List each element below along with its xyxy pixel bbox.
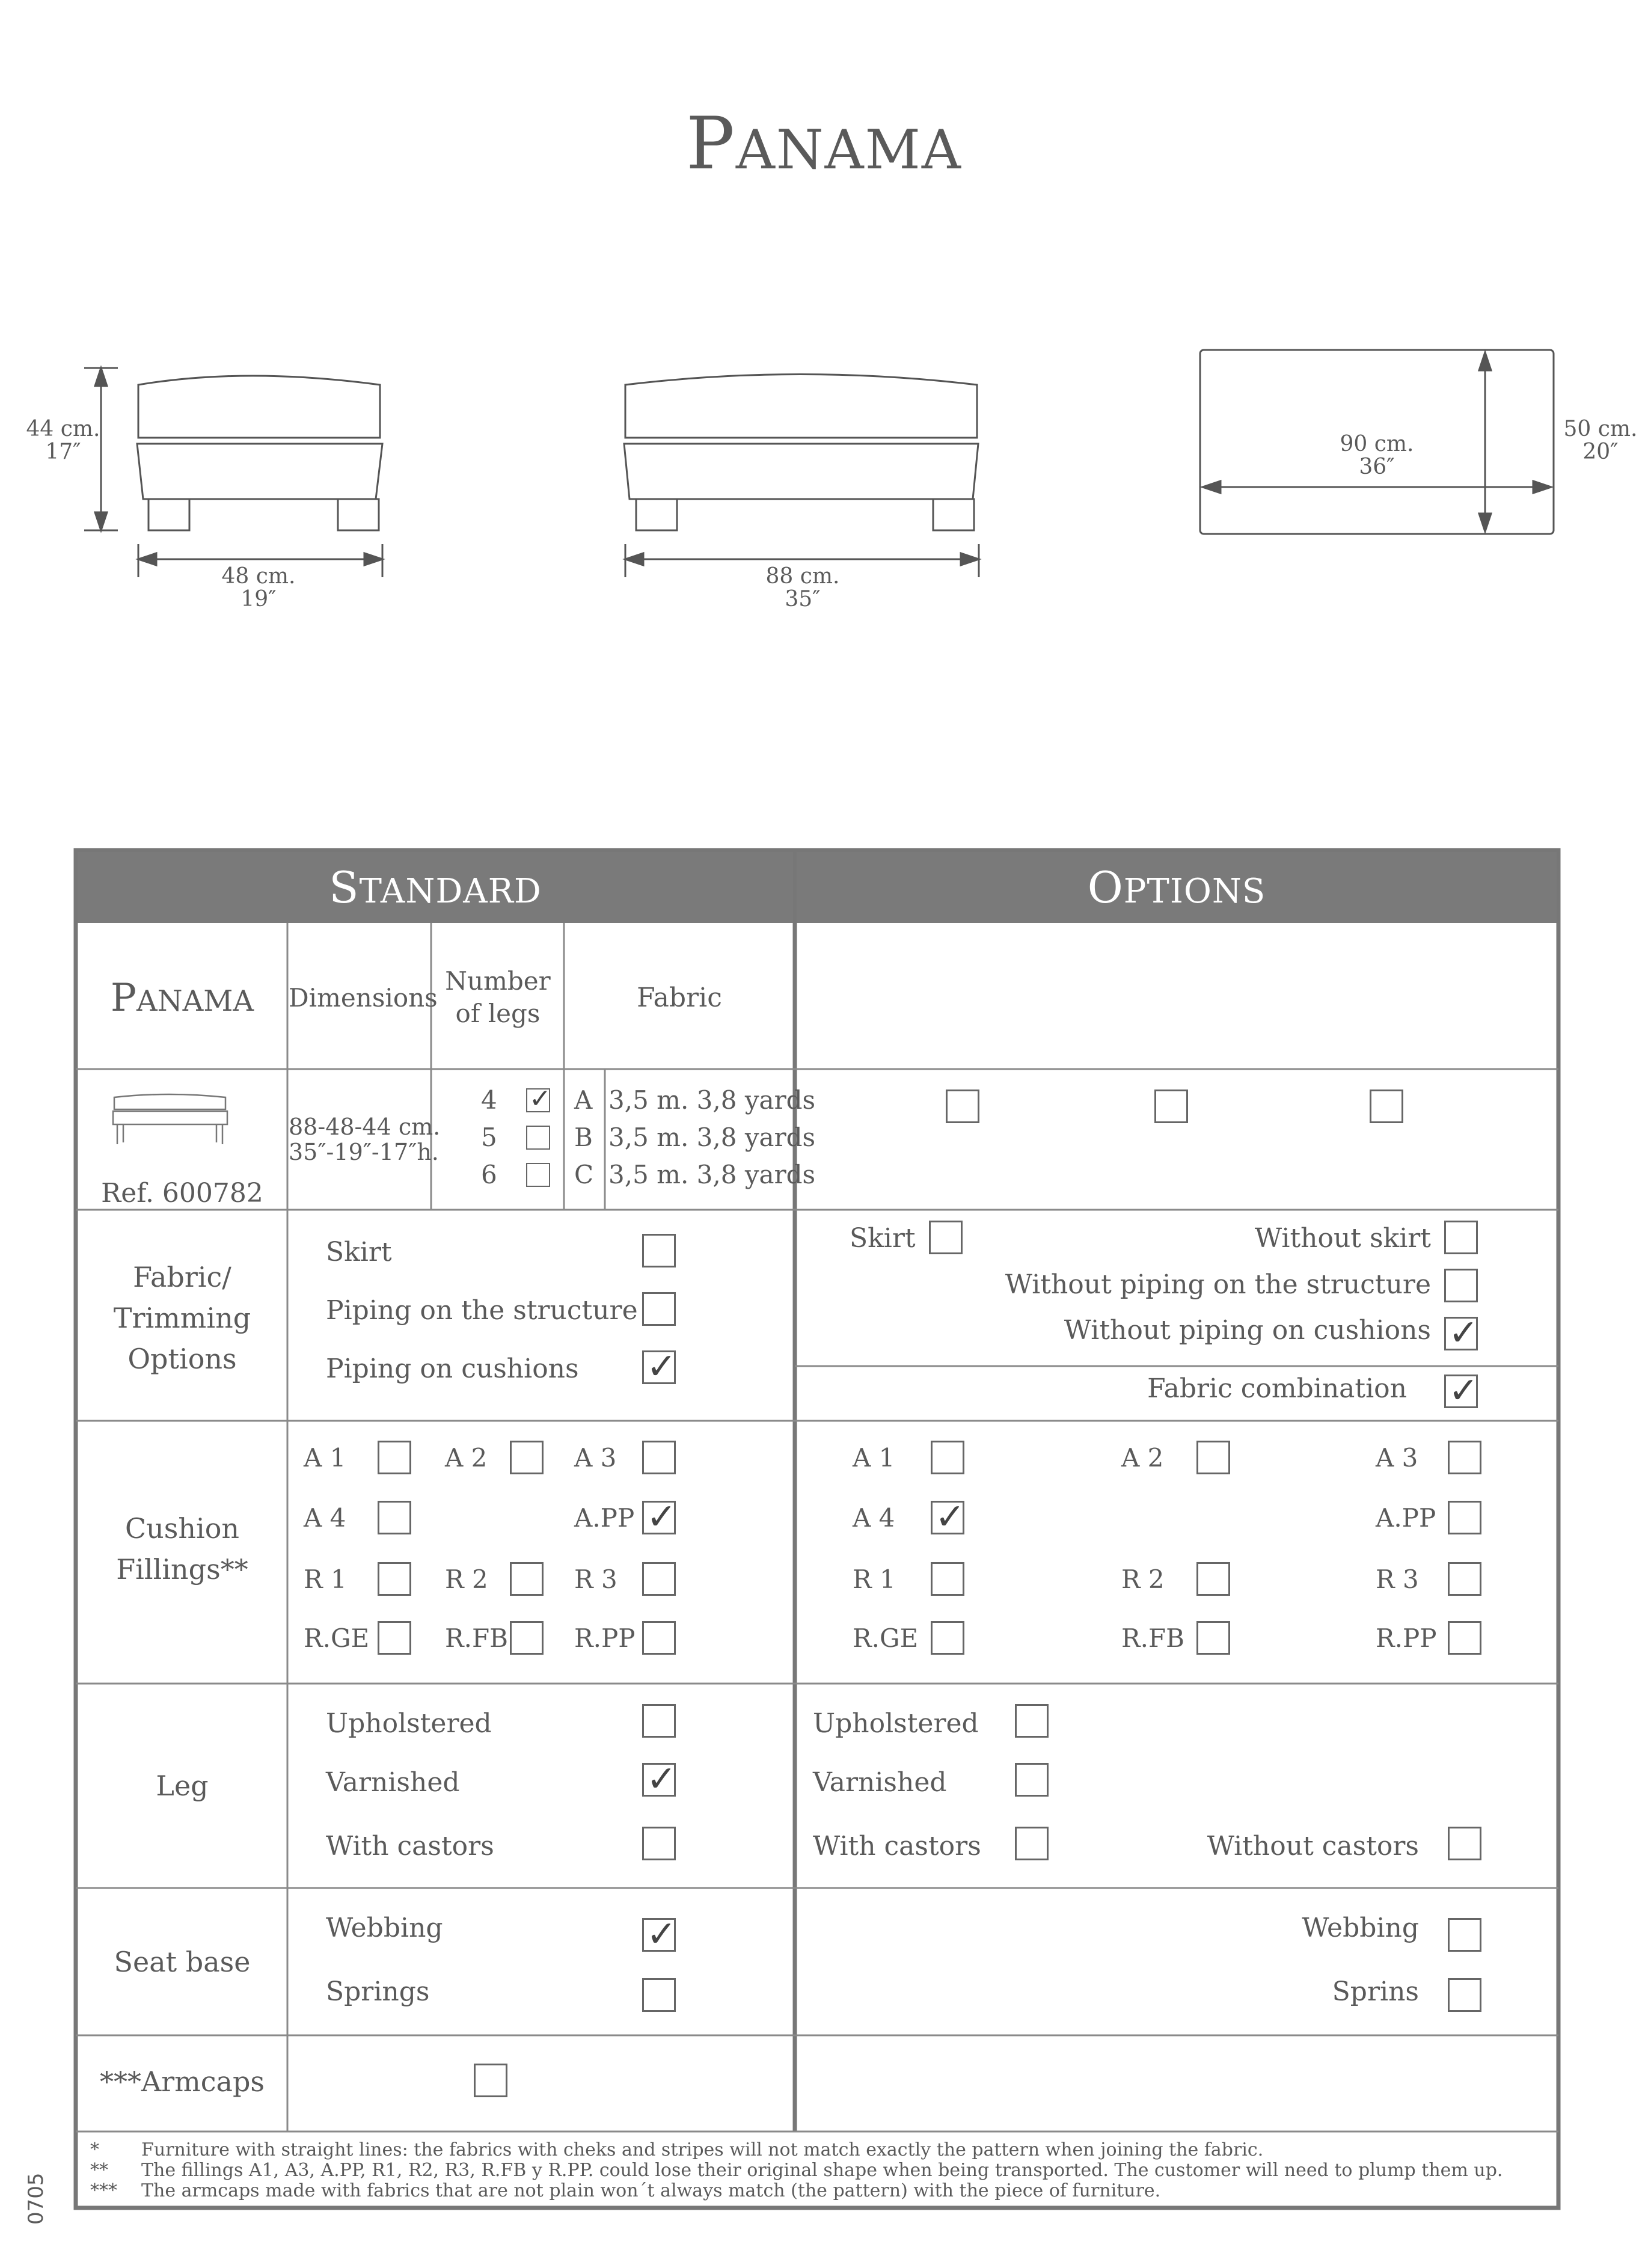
filling-opt-checkbox[interactable] — [1196, 1621, 1230, 1655]
leg-opt-checkbox[interactable] — [1015, 1704, 1049, 1738]
trim-std-label: Piping on cushions — [326, 1353, 579, 1384]
legs-count: 5 — [481, 1123, 497, 1152]
checkmark-icon: ✓ — [1448, 1312, 1479, 1354]
filling-std-checkbox[interactable] — [642, 1562, 676, 1596]
leg-opt-checkbox[interactable] — [1015, 1827, 1049, 1860]
seat-std-label: Webbing — [326, 1913, 443, 1943]
filling-opt-label: A 4 — [853, 1503, 895, 1533]
checkmark-icon: ✓ — [1448, 1370, 1479, 1412]
fabric-code: B — [574, 1123, 593, 1152]
seat-opt-label: Webbing — [1302, 1913, 1419, 1943]
side-width-label: 48 cm. 19″ — [221, 564, 296, 611]
footnote-mark: ** — [90, 2160, 108, 2181]
seat-base-label: Seat base — [114, 1946, 251, 1978]
armcaps-checkbox[interactable] — [474, 2064, 507, 2097]
fabric-amount: 3,5 m. 3,8 yards — [608, 1160, 816, 1189]
without-skirt-checkbox[interactable] — [1444, 1221, 1478, 1254]
checkmark-icon: ✓ — [646, 1346, 677, 1388]
filling-opt-checkbox[interactable] — [1448, 1562, 1481, 1596]
trim-std-checkbox[interactable] — [642, 1346, 677, 1388]
leg-std-label: Upholstered — [326, 1708, 492, 1739]
leg-label: Leg — [156, 1770, 209, 1802]
leg-opt-label: With castors — [813, 1831, 981, 1862]
filling-std-checkbox[interactable] — [510, 1441, 544, 1474]
checkmark-icon: ✓ — [529, 1083, 551, 1114]
title-rest: ANAMA — [735, 118, 962, 182]
standard-header: STANDARD — [78, 852, 793, 923]
footnote-text: The fillings A1, A3, A.PP, R1, R2, R3, R.FB y R.PP. could lose their original shape when being transported. The customer will need to plump them up. — [141, 2160, 1503, 2181]
checkmark-icon: ✓ — [935, 1496, 966, 1538]
filling-opt-checkbox[interactable] — [1448, 1621, 1481, 1655]
product-name: PANAMA — [110, 976, 254, 1020]
side-view-drawing — [84, 368, 382, 577]
col-legs: Number of legs — [445, 966, 551, 1028]
skirt-option-checkbox[interactable] — [929, 1221, 963, 1254]
ottoman-thumbnail — [113, 1094, 227, 1144]
side-height-label: 44 cm. 17″ — [26, 417, 100, 464]
leg-opt-checkbox[interactable] — [1015, 1763, 1049, 1797]
leg-std-checkbox[interactable] — [642, 1758, 677, 1800]
fabric-amount: 3,5 m. 3,8 yards — [608, 1123, 816, 1152]
trim-opt-label: Without skirt — [1254, 1223, 1431, 1254]
filling-opt-checkbox[interactable] — [1448, 1501, 1481, 1534]
fabric-code: A — [574, 1085, 593, 1115]
legs-count: 6 — [481, 1160, 497, 1189]
seat-std-checkbox[interactable] — [642, 1913, 677, 1955]
filling-opt-label: R.GE — [853, 1623, 919, 1653]
footnote-mark: *** — [90, 2180, 117, 2201]
filling-std-checkbox[interactable] — [378, 1441, 411, 1474]
without-piping-structure-checkbox[interactable] — [1444, 1269, 1478, 1302]
fabric-amount: 3,5 m. 3,8 yards — [608, 1085, 816, 1115]
armcaps-label: ***Armcaps — [99, 2065, 265, 2098]
filling-std-label: A 1 — [304, 1443, 346, 1473]
filling-opt-label: R 2 — [1121, 1565, 1165, 1594]
seat-opt-checkbox[interactable] — [1448, 1978, 1481, 2012]
leg-std-label: With castors — [326, 1831, 494, 1862]
options-header: OPTIONS — [797, 852, 1557, 923]
filling-std-label: A.PP — [574, 1503, 635, 1533]
trim-opt-label: Without piping on the structure — [1005, 1269, 1431, 1300]
fabric-combination-checkbox[interactable] — [1444, 1370, 1479, 1412]
filling-opt-checkbox[interactable] — [1196, 1562, 1230, 1596]
legs-4-checkbox[interactable] — [526, 1083, 551, 1114]
ref-number: Ref. 600782 — [101, 1178, 263, 1209]
trim-std-checkbox[interactable] — [642, 1234, 676, 1267]
footnote-text: Furniture with straight lines: the fabrics with cheks and stripes will not match exactly the pattern when joining the fabric. — [141, 2139, 1264, 2160]
filling-std-checkbox[interactable] — [642, 1621, 676, 1655]
filling-opt-label: A.PP — [1376, 1503, 1436, 1533]
filling-opt-checkbox[interactable] — [931, 1496, 966, 1538]
checkmark-icon: ✓ — [646, 1758, 677, 1800]
filling-opt-checkbox[interactable] — [1196, 1441, 1230, 1474]
filling-std-checkbox[interactable] — [378, 1501, 411, 1534]
option-checkbox[interactable] — [1154, 1090, 1188, 1123]
filling-std-label: A 2 — [445, 1443, 488, 1473]
leg-std-label: Varnished — [326, 1767, 460, 1798]
trimming-label: Fabric/ Trimming Options — [113, 1261, 251, 1375]
filling-std-label: R.FB — [445, 1623, 508, 1653]
filling-opt-label: R.FB — [1121, 1623, 1184, 1653]
seat-std-checkbox[interactable] — [642, 1978, 676, 2012]
legs-count: 4 — [481, 1085, 497, 1115]
filling-opt-label: A 3 — [1376, 1443, 1418, 1473]
col-fabric: Fabric — [637, 982, 722, 1013]
filling-std-label: R 1 — [304, 1565, 347, 1594]
filling-opt-label: R.PP — [1376, 1623, 1437, 1653]
filling-std-checkbox[interactable] — [642, 1441, 676, 1474]
filling-std-checkbox[interactable] — [378, 1621, 411, 1655]
filling-std-label: R.PP — [574, 1623, 636, 1653]
trim-opt-label: Without piping on cushions — [1064, 1315, 1431, 1346]
front-width-label: 88 cm. 35″ — [765, 564, 840, 611]
footnote-text: The armcaps made with fabrics that are not plain won´t always match (the pattern) with the piece of furniture. — [141, 2180, 1161, 2201]
filling-opt-label: A 2 — [1121, 1443, 1164, 1473]
without-piping-cushions-checkbox[interactable] — [1444, 1312, 1479, 1354]
title-initial: P — [686, 102, 736, 186]
filling-opt-checkbox[interactable] — [931, 1621, 964, 1655]
filling-opt-label: R 1 — [853, 1565, 896, 1594]
trim-std-checkbox[interactable] — [642, 1292, 676, 1326]
filling-std-label: R.GE — [304, 1623, 370, 1653]
trim-std-label: Piping on the structure — [326, 1295, 638, 1326]
filling-std-label: A 4 — [304, 1503, 346, 1533]
top-depth-label: 50 cm. 20″ — [1563, 417, 1638, 464]
filling-opt-checkbox[interactable] — [931, 1562, 964, 1596]
footnote-mark: * — [90, 2139, 99, 2160]
leg-std-checkbox[interactable] — [642, 1827, 676, 1860]
fillings-label: Cushion Fillings** — [116, 1512, 248, 1586]
trim-opt-label: Skirt — [850, 1223, 916, 1254]
filling-std-checkbox[interactable] — [642, 1496, 677, 1538]
filling-std-label: A 3 — [574, 1443, 617, 1473]
trim-std-label: Skirt — [326, 1237, 392, 1267]
trim-opt-label: Fabric combination — [1147, 1373, 1407, 1404]
document-code: 0705 — [24, 2172, 48, 2225]
checkmark-icon: ✓ — [646, 1496, 677, 1538]
fabric-code: C — [574, 1160, 594, 1189]
leg-opt-label: Varnished — [813, 1767, 947, 1798]
seat-opt-checkbox[interactable] — [1448, 1918, 1481, 1952]
seat-std-label: Springs — [326, 1976, 430, 2007]
option-checkbox[interactable] — [1370, 1090, 1403, 1123]
legs-5-checkbox[interactable] — [526, 1126, 550, 1150]
without-castors-checkbox[interactable] — [1448, 1827, 1481, 1860]
filling-std-checkbox[interactable] — [510, 1621, 544, 1655]
legs-6-checkbox[interactable] — [526, 1163, 550, 1187]
col-dimensions: Dimensions — [289, 983, 438, 1013]
dimensions-value: 88-48-44 cm. 35″-19″-17″h. — [289, 1114, 441, 1165]
checkmark-icon: ✓ — [646, 1913, 677, 1955]
filling-std-label: R 3 — [574, 1565, 617, 1594]
option-checkbox[interactable] — [946, 1090, 979, 1123]
seat-opt-label: Sprins — [1332, 1976, 1419, 2007]
filling-std-label: R 2 — [445, 1565, 488, 1594]
leg-std-checkbox[interactable] — [642, 1704, 676, 1738]
filling-std-checkbox[interactable] — [378, 1562, 411, 1596]
leg-opt-label: Without castors — [1207, 1831, 1419, 1862]
filling-opt-label: R 3 — [1376, 1565, 1419, 1594]
leg-opt-label: Upholstered — [813, 1708, 979, 1739]
filling-opt-checkbox[interactable] — [931, 1441, 964, 1474]
filling-opt-label: A 1 — [853, 1443, 895, 1473]
filling-std-checkbox[interactable] — [510, 1562, 544, 1596]
top-length-label: 90 cm. 36″ — [1340, 432, 1414, 479]
filling-opt-checkbox[interactable] — [1448, 1441, 1481, 1474]
front-view-drawing — [624, 375, 979, 578]
